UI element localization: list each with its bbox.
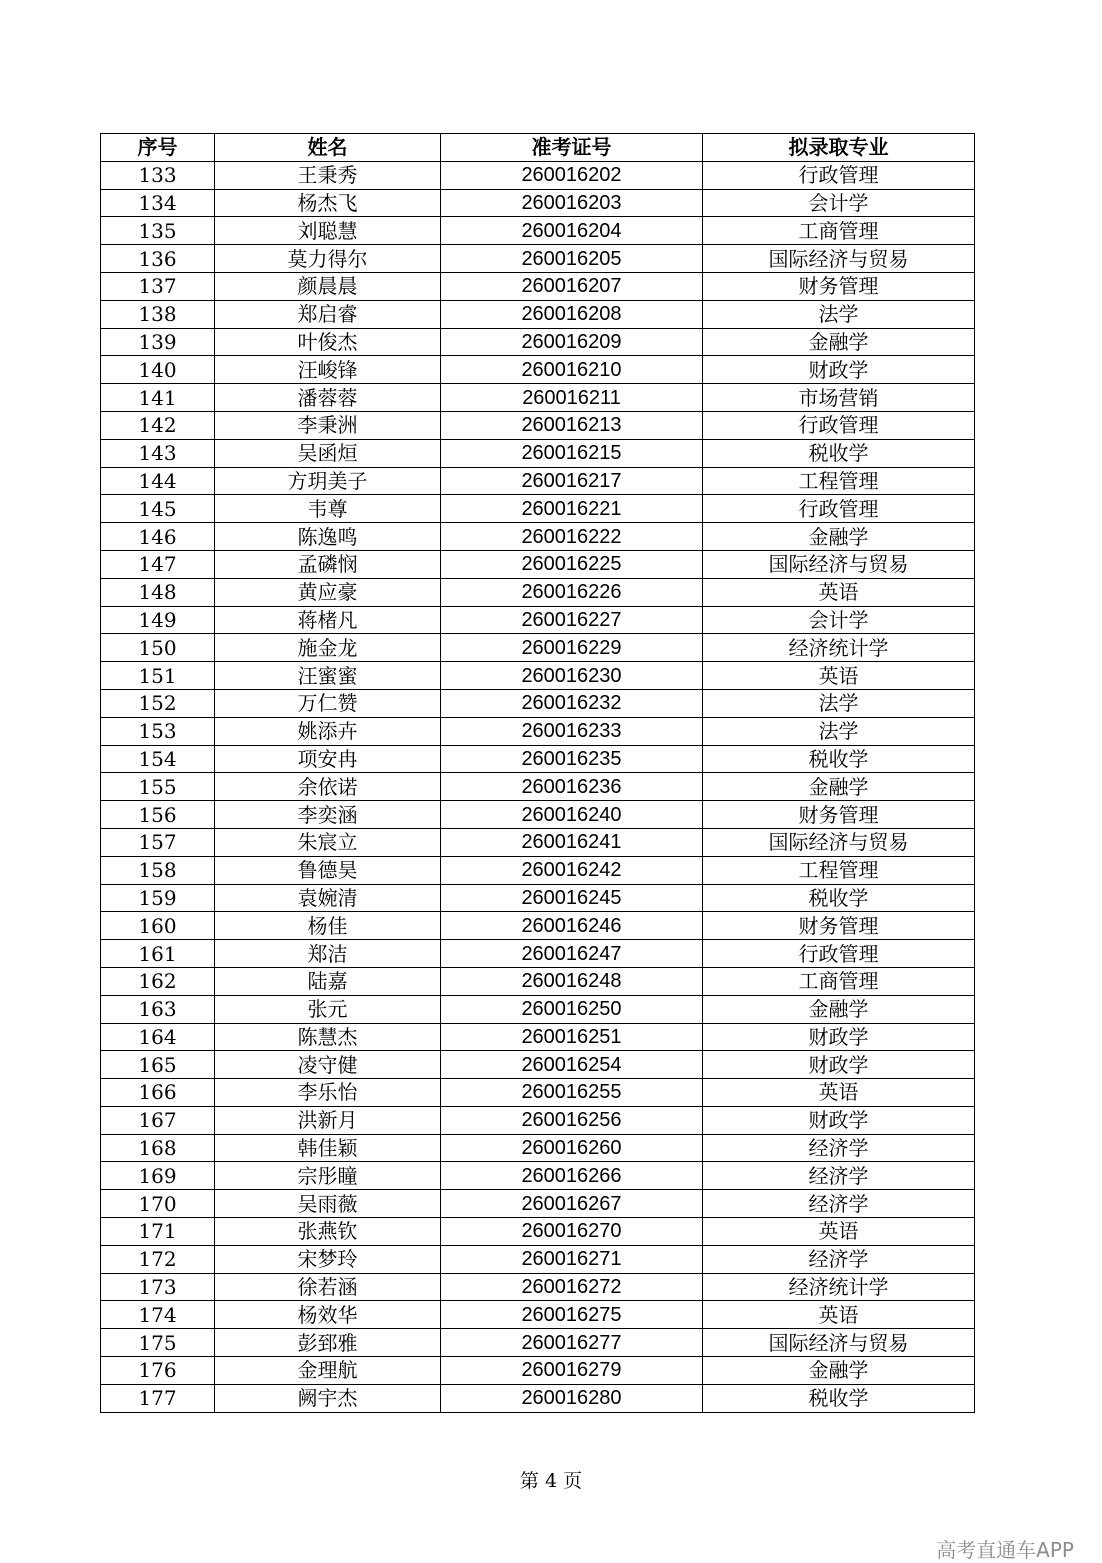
cell-major: 英语 [703, 578, 975, 606]
cell-name: 杨佳 [215, 912, 441, 940]
cell-exam-id: 260016256 [441, 1106, 703, 1134]
cell-name: 陆嘉 [215, 967, 441, 995]
cell-exam-id: 260016225 [441, 550, 703, 578]
table-row [101, 523, 975, 551]
cell-major: 金融学 [703, 523, 975, 551]
cell-major: 财务管理 [703, 801, 975, 829]
table-row [101, 634, 975, 662]
table-row [101, 495, 975, 523]
cell-major: 财政学 [703, 1023, 975, 1051]
cell-exam-id: 260016246 [441, 912, 703, 940]
cell-index: 172 [101, 1245, 215, 1273]
cell-index: 142 [101, 411, 215, 439]
cell-major: 工程管理 [703, 856, 975, 884]
cell-name: 韦尊 [215, 495, 441, 523]
table-row [101, 578, 975, 606]
cell-name: 郑启睿 [215, 300, 441, 328]
cell-name: 黄应豪 [215, 578, 441, 606]
table-row [101, 328, 975, 356]
cell-name: 姚添卉 [215, 717, 441, 745]
cell-exam-id: 260016277 [441, 1329, 703, 1357]
cell-exam-id: 260016241 [441, 828, 703, 856]
cell-exam-id: 260016204 [441, 217, 703, 245]
table-row [101, 745, 975, 773]
cell-major: 会计学 [703, 189, 975, 217]
cell-index: 170 [101, 1190, 215, 1218]
header-name: 姓名 [215, 134, 441, 162]
watermark-text: 高考直通车APP [936, 1538, 1074, 1562]
cell-index: 157 [101, 828, 215, 856]
cell-major: 财务管理 [703, 272, 975, 300]
cell-index: 139 [101, 328, 215, 356]
table-row [101, 689, 975, 717]
cell-major: 行政管理 [703, 161, 975, 189]
cell-index: 155 [101, 773, 215, 801]
cell-major: 金融学 [703, 1357, 975, 1385]
cell-major: 经济学 [703, 1245, 975, 1273]
cell-major: 经济学 [703, 1162, 975, 1190]
cell-name: 袁婉清 [215, 884, 441, 912]
table-row [101, 1245, 975, 1273]
table-row [101, 606, 975, 634]
cell-name: 王秉秀 [215, 161, 441, 189]
page-number: 第 4 页 [519, 1470, 583, 1492]
cell-exam-id: 260016213 [441, 411, 703, 439]
cell-exam-id: 260016235 [441, 745, 703, 773]
cell-index: 168 [101, 1134, 215, 1162]
cell-major: 英语 [703, 1218, 975, 1246]
cell-major: 英语 [703, 1079, 975, 1107]
cell-name: 徐若涵 [215, 1273, 441, 1301]
cell-exam-id: 260016221 [441, 495, 703, 523]
cell-name: 吴函烜 [215, 439, 441, 467]
table-row [101, 717, 975, 745]
table-row [101, 967, 975, 995]
cell-index: 146 [101, 523, 215, 551]
cell-name: 方玥美子 [215, 467, 441, 495]
cell-exam-id: 260016270 [441, 1218, 703, 1246]
cell-exam-id: 260016236 [441, 773, 703, 801]
cell-major: 国际经济与贸易 [703, 828, 975, 856]
cell-major: 国际经济与贸易 [703, 1329, 975, 1357]
cell-exam-id: 260016267 [441, 1190, 703, 1218]
cell-name: 彭郅雅 [215, 1329, 441, 1357]
cell-major: 税收学 [703, 884, 975, 912]
table-row [101, 189, 975, 217]
cell-exam-id: 260016205 [441, 245, 703, 273]
cell-index: 164 [101, 1023, 215, 1051]
cell-major: 行政管理 [703, 940, 975, 968]
table-row [101, 1106, 975, 1134]
cell-index: 152 [101, 689, 215, 717]
cell-major: 财政学 [703, 356, 975, 384]
cell-index: 171 [101, 1218, 215, 1246]
cell-index: 177 [101, 1384, 215, 1412]
cell-major: 市场营销 [703, 384, 975, 412]
cell-name: 蒋楮凡 [215, 606, 441, 634]
cell-name: 颜晨晨 [215, 272, 441, 300]
table-row [101, 1301, 975, 1329]
table-row [101, 300, 975, 328]
cell-exam-id: 260016215 [441, 439, 703, 467]
cell-exam-id: 260016227 [441, 606, 703, 634]
cell-exam-id: 260016260 [441, 1134, 703, 1162]
cell-index: 154 [101, 745, 215, 773]
cell-index: 148 [101, 578, 215, 606]
cell-exam-id: 260016280 [441, 1384, 703, 1412]
cell-index: 144 [101, 467, 215, 495]
cell-index: 165 [101, 1051, 215, 1079]
cell-name: 李秉洲 [215, 411, 441, 439]
header-major: 拟录取专业 [703, 134, 975, 162]
cell-major: 税收学 [703, 439, 975, 467]
cell-major: 经济统计学 [703, 634, 975, 662]
cell-name: 洪新月 [215, 1106, 441, 1134]
cell-major: 工商管理 [703, 967, 975, 995]
cell-index: 138 [101, 300, 215, 328]
cell-index: 150 [101, 634, 215, 662]
table-row [101, 1134, 975, 1162]
cell-index: 140 [101, 356, 215, 384]
cell-index: 153 [101, 717, 215, 745]
cell-index: 133 [101, 161, 215, 189]
cell-exam-id: 260016209 [441, 328, 703, 356]
cell-index: 169 [101, 1162, 215, 1190]
cell-name: 叶俊杰 [215, 328, 441, 356]
cell-index: 145 [101, 495, 215, 523]
cell-exam-id: 260016245 [441, 884, 703, 912]
cell-name: 莫力得尔 [215, 245, 441, 273]
cell-index: 151 [101, 662, 215, 690]
cell-index: 175 [101, 1329, 215, 1357]
table-row [101, 1218, 975, 1246]
cell-name: 余依诺 [215, 773, 441, 801]
header-index: 序号 [101, 134, 215, 162]
table-row [101, 801, 975, 829]
cell-index: 156 [101, 801, 215, 829]
cell-name: 陈逸鸣 [215, 523, 441, 551]
cell-name: 项安冉 [215, 745, 441, 773]
table-row [101, 272, 975, 300]
table-row [101, 411, 975, 439]
cell-exam-id: 260016255 [441, 1079, 703, 1107]
cell-name: 陈慧杰 [215, 1023, 441, 1051]
table-row [101, 662, 975, 690]
cell-index: 176 [101, 1357, 215, 1385]
cell-index: 174 [101, 1301, 215, 1329]
table-row [101, 828, 975, 856]
cell-major: 会计学 [703, 606, 975, 634]
cell-exam-id: 260016242 [441, 856, 703, 884]
cell-exam-id: 260016266 [441, 1162, 703, 1190]
cell-name: 汪蜜蜜 [215, 662, 441, 690]
cell-index: 162 [101, 967, 215, 995]
cell-name: 张燕钦 [215, 1218, 441, 1246]
cell-exam-id: 260016254 [441, 1051, 703, 1079]
cell-index: 167 [101, 1106, 215, 1134]
table-row [101, 384, 975, 412]
cell-major: 工程管理 [703, 467, 975, 495]
table-row [101, 1051, 975, 1079]
cell-exam-id: 260016251 [441, 1023, 703, 1051]
cell-index: 137 [101, 272, 215, 300]
cell-major: 金融学 [703, 995, 975, 1023]
cell-exam-id: 260016230 [441, 662, 703, 690]
table-row [101, 467, 975, 495]
table-row [101, 995, 975, 1023]
cell-exam-id: 260016207 [441, 272, 703, 300]
table-body [101, 161, 975, 1412]
cell-major: 经济学 [703, 1134, 975, 1162]
table-row [101, 1357, 975, 1385]
table-row [101, 550, 975, 578]
cell-major: 国际经济与贸易 [703, 245, 975, 273]
cell-name: 孟磷悯 [215, 550, 441, 578]
cell-exam-id: 260016248 [441, 967, 703, 995]
cell-major: 法学 [703, 717, 975, 745]
cell-index: 158 [101, 856, 215, 884]
cell-major: 财政学 [703, 1051, 975, 1079]
cell-major: 行政管理 [703, 495, 975, 523]
cell-major: 法学 [703, 300, 975, 328]
table-row [101, 1273, 975, 1301]
cell-exam-id: 260016229 [441, 634, 703, 662]
cell-index: 147 [101, 550, 215, 578]
cell-index: 160 [101, 912, 215, 940]
cell-name: 施金龙 [215, 634, 441, 662]
table-row [101, 1384, 975, 1412]
table-row [101, 1329, 975, 1357]
cell-name: 杨效华 [215, 1301, 441, 1329]
cell-exam-id: 260016232 [441, 689, 703, 717]
table-row [101, 1079, 975, 1107]
cell-name: 阙宇杰 [215, 1384, 441, 1412]
cell-major: 税收学 [703, 1384, 975, 1412]
table-row [101, 1190, 975, 1218]
cell-name: 李奕涵 [215, 801, 441, 829]
cell-exam-id: 260016202 [441, 161, 703, 189]
cell-name: 宗彤瞳 [215, 1162, 441, 1190]
cell-name: 朱宸立 [215, 828, 441, 856]
cell-exam-id: 260016203 [441, 189, 703, 217]
cell-major: 经济学 [703, 1190, 975, 1218]
cell-exam-id: 260016272 [441, 1273, 703, 1301]
cell-name: 韩佳颖 [215, 1134, 441, 1162]
cell-major: 工商管理 [703, 217, 975, 245]
cell-name: 张元 [215, 995, 441, 1023]
table-row [101, 773, 975, 801]
table-row [101, 884, 975, 912]
cell-name: 万仁赞 [215, 689, 441, 717]
cell-index: 161 [101, 940, 215, 968]
cell-index: 166 [101, 1079, 215, 1107]
table-row [101, 912, 975, 940]
cell-exam-id: 260016222 [441, 523, 703, 551]
cell-index: 149 [101, 606, 215, 634]
cell-index: 135 [101, 217, 215, 245]
table-row [101, 940, 975, 968]
cell-exam-id: 260016250 [441, 995, 703, 1023]
cell-index: 173 [101, 1273, 215, 1301]
cell-name: 吴雨薇 [215, 1190, 441, 1218]
cell-name: 鲁德昊 [215, 856, 441, 884]
cell-major: 金融学 [703, 328, 975, 356]
cell-major: 财务管理 [703, 912, 975, 940]
cell-exam-id: 260016226 [441, 578, 703, 606]
cell-exam-id: 260016240 [441, 801, 703, 829]
admission-list-table [100, 133, 975, 1413]
cell-name: 刘聪慧 [215, 217, 441, 245]
cell-name: 潘蓉蓉 [215, 384, 441, 412]
cell-name: 李乐怡 [215, 1079, 441, 1107]
cell-name: 金理航 [215, 1357, 441, 1385]
table-row [101, 356, 975, 384]
cell-name: 汪峻锋 [215, 356, 441, 384]
table-row [101, 856, 975, 884]
table-row [101, 217, 975, 245]
cell-major: 国际经济与贸易 [703, 550, 975, 578]
cell-index: 159 [101, 884, 215, 912]
cell-name: 宋梦玲 [215, 1245, 441, 1273]
cell-exam-id: 260016211 [441, 384, 703, 412]
cell-name: 凌守健 [215, 1051, 441, 1079]
table-header-row [101, 134, 975, 162]
cell-major: 金融学 [703, 773, 975, 801]
cell-index: 163 [101, 995, 215, 1023]
table-row [101, 1023, 975, 1051]
cell-exam-id: 260016210 [441, 356, 703, 384]
cell-major: 税收学 [703, 745, 975, 773]
cell-name: 郑洁 [215, 940, 441, 968]
cell-major: 英语 [703, 662, 975, 690]
cell-major: 法学 [703, 689, 975, 717]
cell-exam-id: 260016247 [441, 940, 703, 968]
cell-major: 财政学 [703, 1106, 975, 1134]
cell-index: 134 [101, 189, 215, 217]
cell-name: 杨杰飞 [215, 189, 441, 217]
cell-exam-id: 260016279 [441, 1357, 703, 1385]
cell-index: 141 [101, 384, 215, 412]
cell-major: 经济统计学 [703, 1273, 975, 1301]
cell-exam-id: 260016208 [441, 300, 703, 328]
table-row [101, 161, 975, 189]
table-row [101, 1162, 975, 1190]
table-row [101, 245, 975, 273]
cell-exam-id: 260016271 [441, 1245, 703, 1273]
cell-major: 行政管理 [703, 411, 975, 439]
cell-index: 136 [101, 245, 215, 273]
cell-major: 英语 [703, 1301, 975, 1329]
cell-exam-id: 260016233 [441, 717, 703, 745]
cell-exam-id: 260016217 [441, 467, 703, 495]
table-row [101, 439, 975, 467]
cell-exam-id: 260016275 [441, 1301, 703, 1329]
cell-index: 143 [101, 439, 215, 467]
header-exam-id: 准考证号 [441, 134, 703, 162]
